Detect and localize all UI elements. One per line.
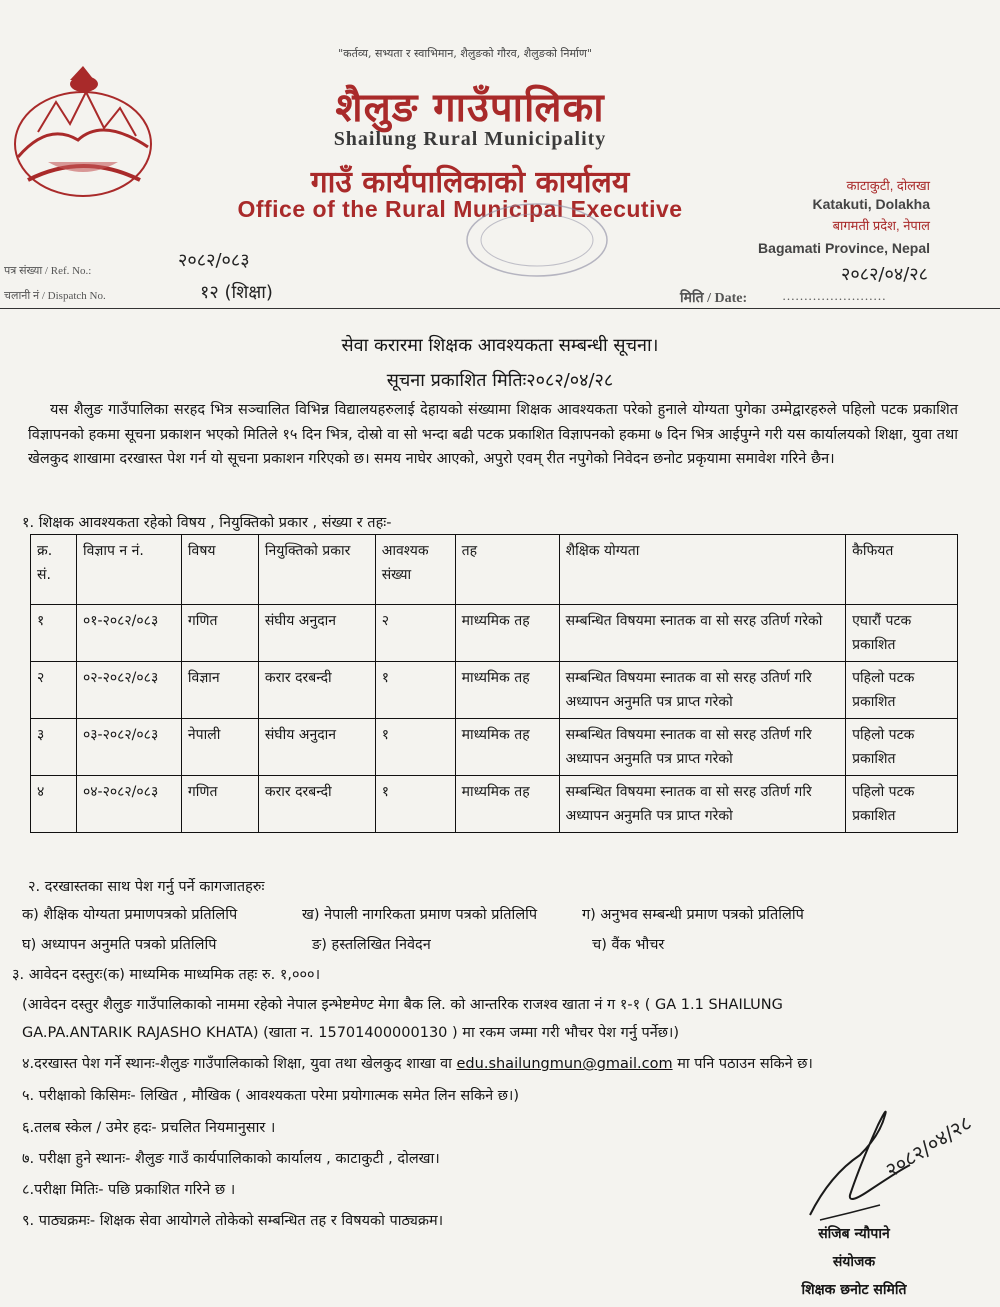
cell-sn: ३ [31,719,77,776]
document-item-e: ङ) हस्तलिखित निवेदन [312,937,431,953]
letterhead-motto: "कर्तव्य, सभ्यता र स्वाभिमान, शैलुङको गौरव, शैलुङको निर्माण" [338,47,592,60]
cell-subject: विज्ञान [181,662,258,719]
municipality-emblem-icon [8,62,158,202]
address-nepali-line2: बागमती प्रदेश, नेपाल [832,218,930,233]
section-9-syllabus: ९. पाठ्यक्रमः- शिक्षक सेवा आयोगले तोकेको सम्बन्धित तह र विषयको पाठ्यक्रम। [22,1213,444,1229]
cell-ad-no: ०१-२०८२/०८३ [76,605,181,662]
address-nepali-line1: काटाकुटी, दोलखा [846,178,930,193]
vacancy-table [30,534,958,833]
section-5-exam-type: ५. परीक्षाको किसिमः- लिखित , मौखिक ( आवश्यकता परेमा प्रयोगात्मक समेत लिन सकिने छ।) [22,1088,520,1104]
signature-date-handwritten: २०८२/०४/२८ [881,1110,976,1183]
cell-remarks: पहिलो पटक प्रकाशित [846,776,958,833]
cell-sn: १ [31,605,77,662]
section-2-title: २. दरखास्तका साथ पेश गर्नु पर्ने कागजातहरुः [28,879,265,895]
cell-required-count: १ [375,719,455,776]
notice-title: सेवा करारमा शिक्षक आवश्यकता सम्बन्धी सूचना। [341,335,659,356]
header-appointment-type: नियुक्तिको प्रकार [258,535,375,605]
section-3-fee: ३. आवेदन दस्तुरः(क) माध्यमिक माध्यमिक तहः रु. १,०००। [12,967,321,983]
cell-level: माध्यमिक तह [455,719,559,776]
municipality-name-nepali: शैलुङ गाउँपालिका [335,84,605,131]
document-item-f: च) वैंक भौचर [592,937,665,953]
education-email-link[interactable]: edu.shailungmun@gmail.com [456,1056,673,1072]
section-4-text: ४.दरखास्त पेश गर्ने स्थानः-शैलुङ गाउँपालिकाको शिक्षा, युवा तथा खेलकुद शाखा वा [22,1056,452,1072]
header-subject: विषय [181,535,258,605]
cell-level: माध्यमिक तह [455,776,559,833]
notice-published-date: सूचना प्रकाशित मितिः२०८२/०४/२८ [386,370,614,391]
cell-qualification: सम्बन्धित विषयमा स्नातक वा सो सरह उतिर्ण गरि अध्यापन अनुमति पत्र प्राप्त गरेको [559,776,846,833]
section-6-salary-age: ६.तलब स्केल / उमेर हदः- प्रचलित नियमानुसार । [22,1120,276,1136]
ref-number: २०८२/०८३ [178,250,250,271]
cell-required-count: १ [375,662,455,719]
letter-date-handwritten: २०८२/०४/२८ [840,264,928,285]
header-ad-no: विज्ञाप न नं. [76,535,181,605]
cell-ad-no: ०२-२०८२/०८३ [76,662,181,719]
section-3-note-line1: (आवेदन दस्तुर शैलुङ गाउँपालिकाको नाममा रहेको नेपाल इन्भेष्टमेण्ट मेगा बैक लि. को आन्तरिक राजश्व खाता नं ग १-१ ( GA 1.1 SHAILUNG [22,997,783,1013]
cell-level: माध्यमिक तह [455,662,559,719]
date-label: मिति / Date: [680,291,748,306]
section-1-title: १. शिक्षक आवश्यकता रहेको विषय , नियुक्तिको प्रकार , संख्या र तहः- [22,515,392,531]
cell-subject: गणित [181,776,258,833]
date-dotted-line: …………………… [782,288,886,303]
address-english-line2: Bagamati Province, Nepal [758,240,930,256]
cell-remarks: पहिलो पटक प्रकाशित [846,662,958,719]
cell-qualification: सम्बन्धित विषयमा स्नातक वा सो सरह उतिर्ण गरेको [559,605,846,662]
document-item-d: घ) अध्यापन अनुमति पत्रको प्रतिलिपि [22,937,217,953]
signatory-role: संयोजक [832,1254,876,1270]
ref-label: पत्र संख्या / Ref. No.: [4,265,92,277]
municipality-name-english: Shailung Rural Municipality [333,128,607,150]
signatory-name: संजिब न्यौपाने [818,1226,890,1242]
section-8-exam-date: ८.परीक्षा मितिः- पछि प्रकाशित गरिने छ । [22,1182,236,1198]
signatory-committee: शिक्षक छनोट समिति [801,1282,907,1298]
table-row [31,662,958,719]
header-level: तह [455,535,559,605]
notice-intro-paragraph: यस शैलुङ गाउँपालिका सरहद भित्र सञ्चालित विभिन्न विद्यालयहरुलाई देहायको संख्यामा शिक्षक आवश्यकता परेको हुनाले योग्यता पुगेका उम्मेद्वारहरुले पहिलो पटक प्रकाशित विज्ञापनको हकमा सूचना प्रकाशन भएको मितिले १५ दिन भित्र, दोस्रो वा सो भन्दा बढी पटक प्रकाशित विज्ञापनको हकमा ७ दिन भित्र आईपुग्ने गरी यस कार्यालयको शिक्षा, युवा तथा खेलकुद शाखामा दरखास्त पेश गर्न यो सूचना प्रकाशन गरिएको छ। समय नाघेर आएको, अपुरो एवम् रीत नपुगेको निवेदन छनोट प्रकृयामा समावेश गरिने छैन। [28,402,958,467]
office-name-english: Office of the Rural Municipal Executive [237,196,683,222]
table-row [31,719,958,776]
header-remarks: कैफियत [846,535,958,605]
cell-remarks: पहिलो पटक प्रकाशित [846,719,958,776]
cell-ad-no: ०४-२०८२/०८३ [76,776,181,833]
cell-sn: ४ [31,776,77,833]
office-name-nepali: गाउँ कार्यपालिकाको कार्यालय [310,165,630,200]
cell-appointment-type: संघीय अनुदान [258,605,375,662]
cell-subject: नेपाली [181,719,258,776]
cell-appointment-type: करार दरबन्दी [258,776,375,833]
cell-subject: गणित [181,605,258,662]
section-4-suffix: मा पनि पठाउन सकिने छ। [677,1056,813,1072]
document-item-b: ख) नेपाली नागरिकता प्रमाण पत्रको प्रतिलिपि [302,907,538,923]
dispatch-label: चलानी नं / Dispatch No. [4,290,106,302]
dispatch-number: १२ (शिक्षा) [200,282,273,303]
header-sn: क्र. सं. [31,535,77,605]
address-english-line1: Katakuti, Dolakha [812,196,930,212]
section-3-note-line2: GA.PA.ANTARIK RAJASHO KHATA) (खाता न. 15701400000130 ) मा रकम जम्मा गरी भौचर पेश गर्नु पर्नेछ।) [22,1025,680,1041]
section-7-exam-venue: ७. परीक्षा हुने स्थानः- शैलुङ गाउँ कार्यपालिकाको कार्यालय , काटाकुटी , दोलखा। [22,1151,440,1167]
office-stamp-icon [462,200,612,280]
header-divider [0,308,1000,309]
document-item-a: क) शैक्षिक योग्यता प्रमाणपत्रको प्रतिलिपि [22,907,238,923]
cell-ad-no: ०३-२०८२/०८३ [76,719,181,776]
cell-qualification: सम्बन्धित विषयमा स्नातक वा सो सरह उतिर्ण गरि अध्यापन अनुमति पत्र प्राप्त गरेको [559,719,846,776]
table-row [31,776,958,833]
cell-required-count: २ [375,605,455,662]
cell-appointment-type: संघीय अनुदान [258,719,375,776]
table-row [31,605,958,662]
cell-remarks: एघारौं पटक प्रकाशित [846,605,958,662]
cell-qualification: सम्बन्धित विषयमा स्नातक वा सो सरह उतिर्ण गरि अध्यापन अनुमति पत्र प्राप्त गरेको [559,662,846,719]
cell-sn: २ [31,662,77,719]
document-item-c: ग) अनुभव सम्बन्धी प्रमाण पत्रको प्रतिलिपि [582,907,804,923]
cell-appointment-type: करार दरबन्दी [258,662,375,719]
header-qualification: शैक्षिक योग्यता [559,535,846,605]
header-required-count: आवश्यक संख्या [375,535,455,605]
cell-required-count: १ [375,776,455,833]
section-4-submission [22,1053,813,1073]
table-header-row [31,535,958,605]
cell-level: माध्यमिक तह [455,605,559,662]
